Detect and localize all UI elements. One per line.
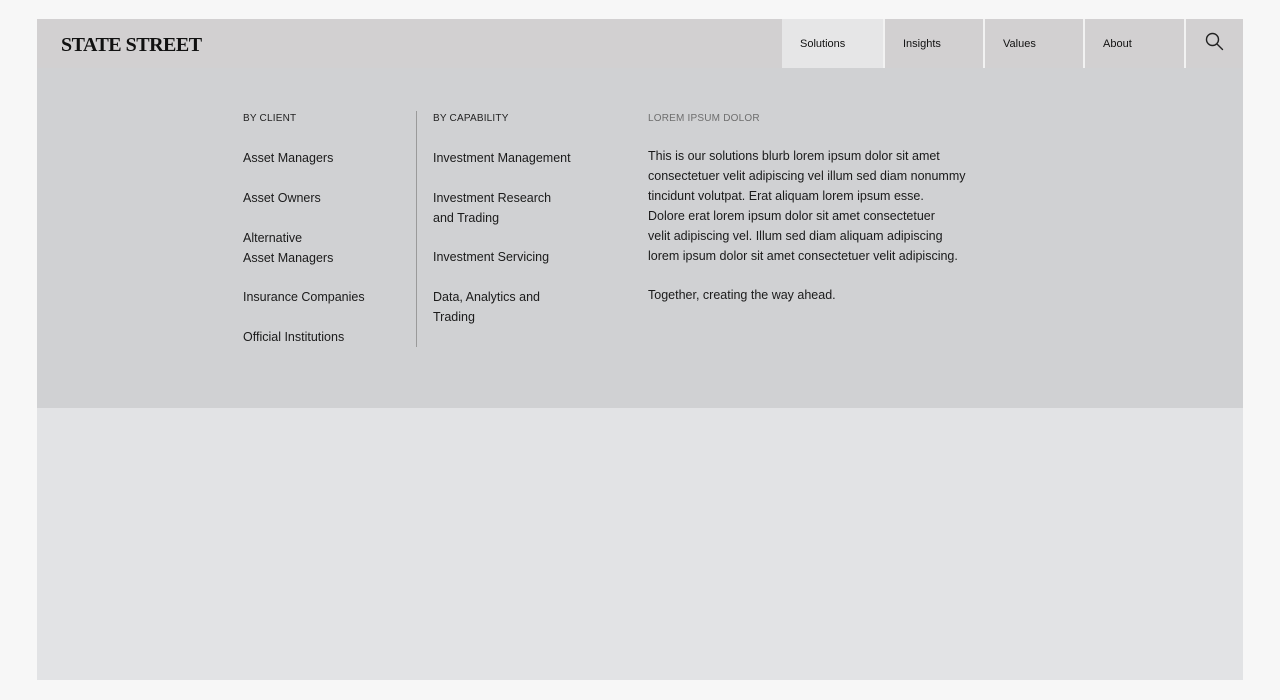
promo-tagline: Together, creating the way ahead. [648, 288, 836, 302]
search-icon [1205, 32, 1224, 51]
nav-tab-label: Values [1003, 37, 1036, 50]
menu-link-official-institutions[interactable]: Official Institutions [243, 330, 345, 344]
nav-tab-solutions[interactable] [782, 19, 883, 68]
promo-heading: LOREM IPSUM DOLOR [648, 113, 760, 124]
nav-tab-label: About [1103, 37, 1132, 50]
nav-tab-label: Insights [903, 37, 941, 50]
nav-tab-about[interactable] [1085, 19, 1184, 68]
menu-link-asset-managers[interactable]: Asset Managers [243, 151, 334, 165]
menu-link-data-analytics-trading[interactable]: Data, Analytics and Trading [433, 290, 541, 324]
menu-link-alternative-asset-managers[interactable]: Alternative Asset Managers [243, 231, 334, 265]
search-button[interactable] [1186, 19, 1243, 68]
menu-link-investment-management[interactable]: Investment Management [433, 151, 571, 165]
menu-link-asset-owners[interactable]: Asset Owners [243, 191, 321, 205]
nav-tab-label: Solutions [800, 37, 846, 50]
promo-blurb: This is our solutions blurb lorem ipsum dolor sit amet consectetuer velit adipiscing vel illum sed diam nonummy tincidunt volutpat. Erat aliquam lorem ipsum esse. Dolore erat lorem ipsum dolor sit amet consectetuer velit adipiscing vel. Illum sed diam aliquam adipiscing lorem ipsum dolor sit amet consectetuer velit adipiscing. [648, 149, 966, 263]
nav-tab-values[interactable] [985, 19, 1083, 68]
solutions-mega-menu [37, 68, 1243, 408]
column-divider [416, 111, 417, 347]
menu-link-insurance-companies[interactable]: Insurance Companies [243, 290, 365, 304]
nav-tab-insights[interactable] [885, 19, 983, 68]
site-header [37, 19, 1243, 68]
page-frame [37, 19, 1243, 680]
state-street-logo[interactable]: STATE STREET [61, 34, 202, 56]
by-client-heading: BY CLIENT [243, 113, 297, 124]
by-capability-heading: BY CAPABILITY [433, 113, 509, 124]
menu-link-investment-research-trading[interactable]: Investment Research and Trading [433, 191, 552, 225]
menu-link-investment-servicing[interactable]: Investment Servicing [433, 250, 550, 264]
